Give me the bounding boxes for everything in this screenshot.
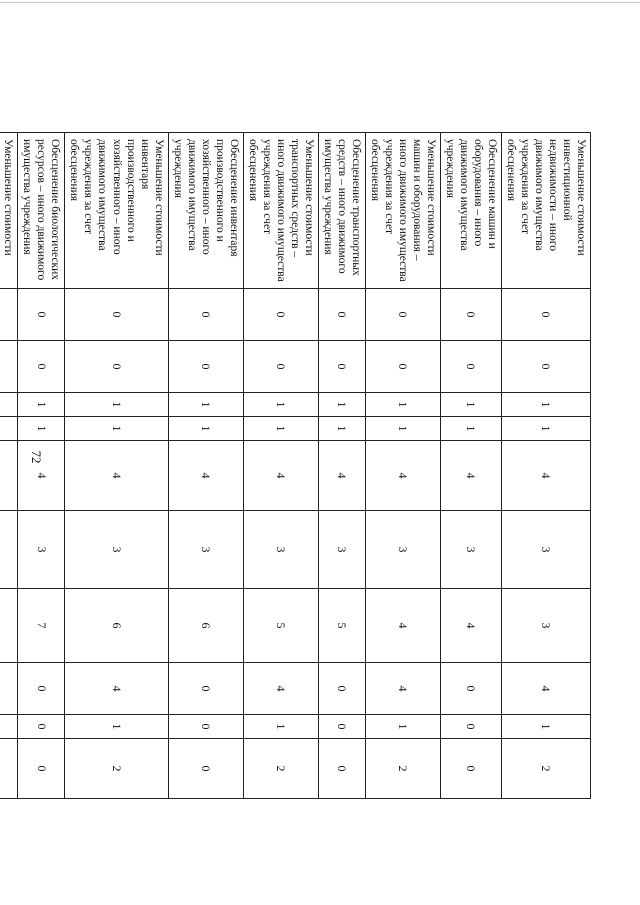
code-digit-cell: 0 xyxy=(243,341,318,393)
code-digit-cell: 4 xyxy=(365,441,440,511)
code-digit-cell xyxy=(0,663,18,715)
code-digit-cell: 0 xyxy=(365,341,440,393)
code-digit-cell: 6 xyxy=(65,589,168,663)
code-digit-cell: 5 xyxy=(243,589,318,663)
code-digit-cell xyxy=(0,417,18,441)
code-digit-cell: 1 xyxy=(440,393,501,417)
code-digit-cell: 0 xyxy=(318,663,365,715)
code-digit-cell: 2 xyxy=(65,739,168,799)
code-digit-cell: 0 xyxy=(501,341,590,393)
code-digit-cell: 6 xyxy=(168,589,243,663)
code-digit-cell: 4 xyxy=(65,663,168,715)
code-digit-cell: 3 xyxy=(440,511,501,589)
code-digit-cell: 1 xyxy=(318,393,365,417)
row-label-cell: Обесценение транспортных средств – иного движимого имущества учреждения xyxy=(318,133,365,289)
code-digit-cell: 0 xyxy=(168,739,243,799)
code-digit-cell: 4 xyxy=(65,441,168,511)
code-digit-cell: 0 xyxy=(440,739,501,799)
code-digit-cell: 1 xyxy=(168,417,243,441)
code-digit-cell: 0 xyxy=(318,289,365,341)
code-digit-cell: 1 xyxy=(243,393,318,417)
code-digit-cell: 1 xyxy=(501,393,590,417)
table-row xyxy=(168,133,243,799)
code-digit-cell: 1 xyxy=(365,393,440,417)
code-digit-cell xyxy=(0,441,18,511)
code-digit-cell: 1 xyxy=(168,393,243,417)
table-row xyxy=(0,133,18,799)
code-digit-cell: 0 xyxy=(168,289,243,341)
code-digit-cell xyxy=(0,511,18,589)
code-digit-cell: 1 xyxy=(243,715,318,739)
row-label-cell: Уменьшение стоимости транспортных средств – иного движимого имущества учреждения за счет обесценения xyxy=(243,133,318,289)
code-digit-cell: 1 xyxy=(243,417,318,441)
row-label-cell: Уменьшение стоимости инвентаря производственного и хозяйственного – иного движимого имущества учреждения за счет обесценения xyxy=(65,133,168,289)
code-digit-cell xyxy=(0,589,18,663)
code-digit-cell: 3 xyxy=(501,589,590,663)
code-digit-cell: 0 xyxy=(18,663,65,715)
code-digit-cell: 7 xyxy=(18,589,65,663)
table-body xyxy=(0,133,591,799)
code-digit-cell: 0 xyxy=(501,289,590,341)
code-digit-cell: 0 xyxy=(365,289,440,341)
table-row xyxy=(365,133,440,799)
code-digit-cell: 1 xyxy=(65,417,168,441)
code-digit-cell: 0 xyxy=(65,341,168,393)
table-row xyxy=(440,133,501,799)
code-digit-cell: 3 xyxy=(168,511,243,589)
code-digit-cell: 0 xyxy=(18,289,65,341)
row-label-cell: Уменьшение стоимости машин и оборудования – иного движимого имущества учреждения за счет обесценения xyxy=(365,133,440,289)
code-digit-cell: 0 xyxy=(65,289,168,341)
code-digit-cell xyxy=(0,739,18,799)
code-digit-cell: 4 xyxy=(440,589,501,663)
code-digit-cell: 4 xyxy=(365,589,440,663)
code-digit-cell: 4 xyxy=(365,663,440,715)
code-digit-cell: 0 xyxy=(318,739,365,799)
code-digit-cell: 0 xyxy=(18,739,65,799)
code-digit-cell: 0 xyxy=(318,715,365,739)
code-digit-cell: 4 xyxy=(318,441,365,511)
code-digit-cell: 1 xyxy=(440,417,501,441)
code-digit-cell xyxy=(0,289,18,341)
code-digit-cell: 0 xyxy=(18,715,65,739)
row-label-cell: Уменьшение стоимости xyxy=(0,133,18,289)
page-number: 72 xyxy=(29,450,44,464)
code-digit-cell: 0 xyxy=(440,715,501,739)
code-digit-cell: 3 xyxy=(65,511,168,589)
code-digit-cell: 4 xyxy=(501,441,590,511)
code-digit-cell: 4 xyxy=(18,441,65,511)
code-digit-cell: 0 xyxy=(440,663,501,715)
accounts-table xyxy=(0,132,591,799)
row-label-cell: Обесценение инвентаря производственного и хозяйственного – иного движимого имущества учреждения xyxy=(168,133,243,289)
code-digit-cell: 3 xyxy=(18,511,65,589)
code-digit-cell: 0 xyxy=(440,289,501,341)
code-digit-cell: 1 xyxy=(18,393,65,417)
code-digit-cell: 4 xyxy=(243,663,318,715)
code-digit-cell: 1 xyxy=(501,417,590,441)
code-digit-cell: 4 xyxy=(440,441,501,511)
row-label-cell: Уменьшение стоимости инвестиционной недвижимости – иного движимого имущества учреждения за счет обесценения xyxy=(501,133,590,289)
code-digit-cell: 4 xyxy=(168,441,243,511)
code-digit-cell: 0 xyxy=(18,341,65,393)
row-label-cell: Обесценение машин и оборудования – иного движимого имущества учреждения xyxy=(440,133,501,289)
code-digit-cell: 0 xyxy=(168,663,243,715)
code-digit-cell: 1 xyxy=(65,393,168,417)
table-row xyxy=(243,133,318,799)
code-digit-cell: 4 xyxy=(243,441,318,511)
code-digit-cell: 1 xyxy=(65,715,168,739)
code-digit-cell xyxy=(0,341,18,393)
code-digit-cell: 1 xyxy=(18,417,65,441)
code-digit-cell: 1 xyxy=(365,417,440,441)
code-digit-cell: 0 xyxy=(168,715,243,739)
code-digit-cell: 2 xyxy=(501,739,590,799)
code-digit-cell: 1 xyxy=(365,715,440,739)
code-digit-cell: 5 xyxy=(318,589,365,663)
code-digit-cell: 2 xyxy=(243,739,318,799)
code-digit-cell: 0 xyxy=(440,341,501,393)
code-digit-cell: 0 xyxy=(318,341,365,393)
code-digit-cell: 1 xyxy=(318,417,365,441)
code-digit-cell xyxy=(0,715,18,739)
table-row xyxy=(18,133,65,799)
scan-edge-line xyxy=(0,2,640,3)
code-digit-cell: 3 xyxy=(501,511,590,589)
code-digit-cell: 1 xyxy=(501,715,590,739)
code-digit-cell: 0 xyxy=(243,289,318,341)
code-digit-cell: 3 xyxy=(318,511,365,589)
code-digit-cell: 4 xyxy=(501,663,590,715)
table-row xyxy=(65,133,168,799)
code-digit-cell: 0 xyxy=(168,341,243,393)
code-digit-cell: 2 xyxy=(365,739,440,799)
code-digit-cell xyxy=(0,393,18,417)
table-row xyxy=(318,133,365,799)
table-row xyxy=(501,133,590,799)
code-digit-cell: 3 xyxy=(365,511,440,589)
row-label-cell: Обесценение биологических ресурсов – иного движимого имущества учреждения xyxy=(18,133,65,289)
code-digit-cell: 3 xyxy=(243,511,318,589)
